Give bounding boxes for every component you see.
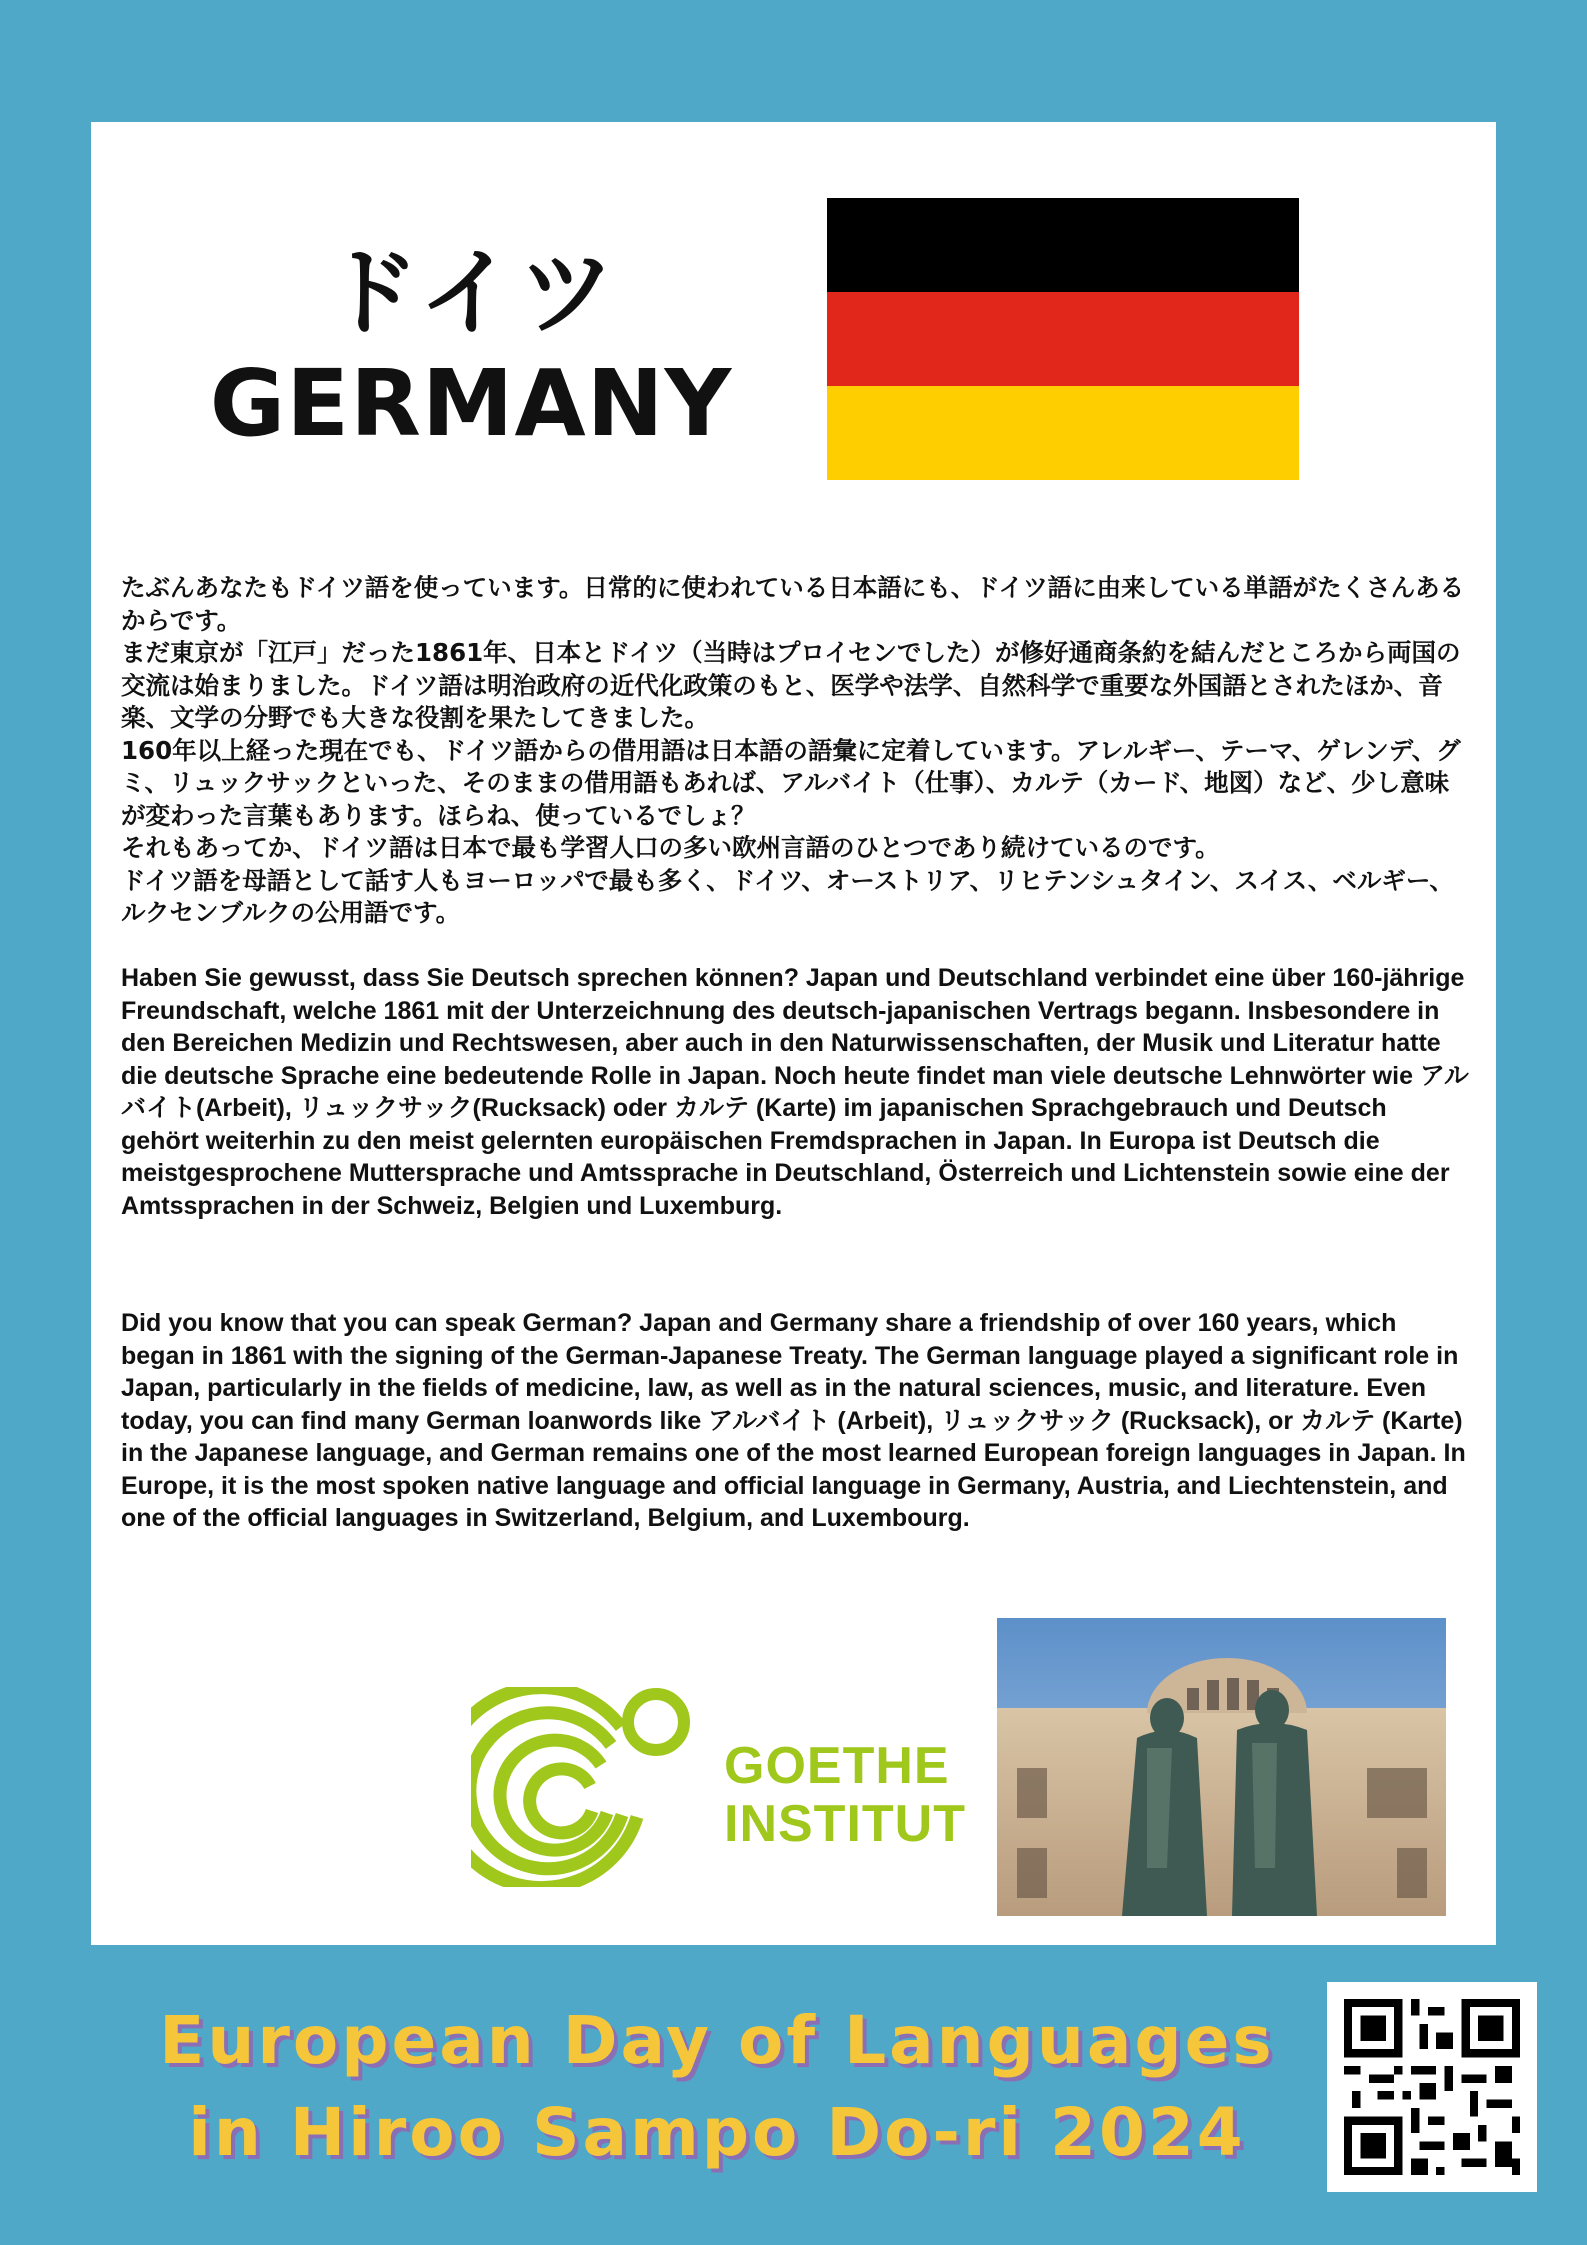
qr-code[interactable]	[1327, 1982, 1537, 2192]
german-text: Haben Sie gewusst, dass Sie Deutsch sprechen können? Japan und Deutschland verbindet eine über 160-jährige Freundschaft, welche 1861 mit der Unterzeichnung des deutsch-japanischen Vertrags begann. Insbesondere in den Bereichen Medizin und Rechtswesen, aber auch in den Naturwissenschaften, der Musik und Literatur hatte die deutsche Sprache eine bedeutende Rolle in Japan. Noch heute findet man viele deutsche Lehnwörter wie アルバイト(Arbeit), リュックサック(Rucksack) oder カルテ (Karte) im japanischen Sprachgebrauch und Deutsch gehört weiterhin zu den meist gelernten europäischen Fremdsprachen in Japan. In Europa ist Deutsch die meistgesprochene Muttersprache und Amtssprache in Deutschland, Österreich und Lichtenstein sowie eine der Amtssprachen in der Schweiz, Belgien und Luxemburg.	[121, 964, 1469, 1220]
germany-flag	[827, 198, 1299, 480]
banner-line-2: in Hiroo Sampo Do-ri 2024	[188, 2094, 1246, 2171]
content-panel	[91, 122, 1496, 1945]
japanese-paragraph: ドイツ語を母語として話す人もヨーロッパで最も多く、ドイツ、オーストリア、リヒテンシュタイン、スイス、ベルギー、ルクセンブルクの公用語です。	[121, 865, 1454, 927]
flag-stripe-black	[827, 198, 1299, 292]
banner-line-1: European Day of Languages	[159, 2002, 1275, 2079]
japanese-paragraph: たぶんあなたもドイツ語を使っています。日常的に使われている日本語にも、ドイツ語に由来している単語がたくさんあるからです。	[121, 573, 1465, 635]
title-japanese: ドイツ	[323, 237, 619, 349]
flag-stripe-gold	[827, 386, 1299, 480]
event-banner	[92, 1995, 1342, 2179]
japanese-paragraph: 160年以上経った現在でも、ドイツ語からの借用語は日本語の語彙に定着しています。アレルギー、テーマ、ゲレンデ、グミ、リュックサックといった、そのままの借用語もあれば、アルバイト（仕事）、カルテ（カード、地図）など、少し意味が変わった言葉もあります。ほらね、使っているでしょ？	[121, 735, 1461, 830]
japanese-text	[121, 572, 1471, 930]
goethe-schiller-statue-photo	[997, 1618, 1446, 1916]
flag-stripe-red	[827, 292, 1299, 386]
title-english: GERMANY	[209, 350, 733, 457]
japanese-paragraph: それもあってか、ドイツ語は日本で最も学習人口の多い欧州言語のひとつであり続けているのです。	[121, 833, 1220, 862]
japanese-paragraph: まだ東京が「江戸」だった1861年、日本とドイツ（当時はプロイセンでした）が修好通商条約を結んだところから両国の交流は始まりました。ドイツ語は明治政府の近代化政策のもと、医学や法学、自然科学で重要な外国語とされたほか、音楽、文学の分野でも大きな役割を果たしてきました。	[121, 638, 1461, 732]
english-text: Did you know that you can speak German? Japan and Germany share a friendship of over 160 years, which began in 1861 with the signing of the German-Japanese Treaty. The German language played a significant role in Japan, particularly in the fields of medicine, law, as well as in the natural sciences, music, and literature. Even today, you can find many German loanwords like アルバイト (Arbeit), リュックサック (Rucksack), or カルテ (Karte) in the Japanese language, and German remains one of the most learned European foreign languages in Japan. In Europe, it is the most spoken native language and official language in Germany, Austria, and Liechtenstein, and one of the official languages in Switzerland, Belgium, and Luxembourg.	[121, 1309, 1466, 1532]
logo-line-2: INSTITUT	[724, 1795, 966, 1853]
logo-line-1: GOETHE	[724, 1737, 950, 1795]
goethe-logo-text	[724, 1737, 966, 1853]
